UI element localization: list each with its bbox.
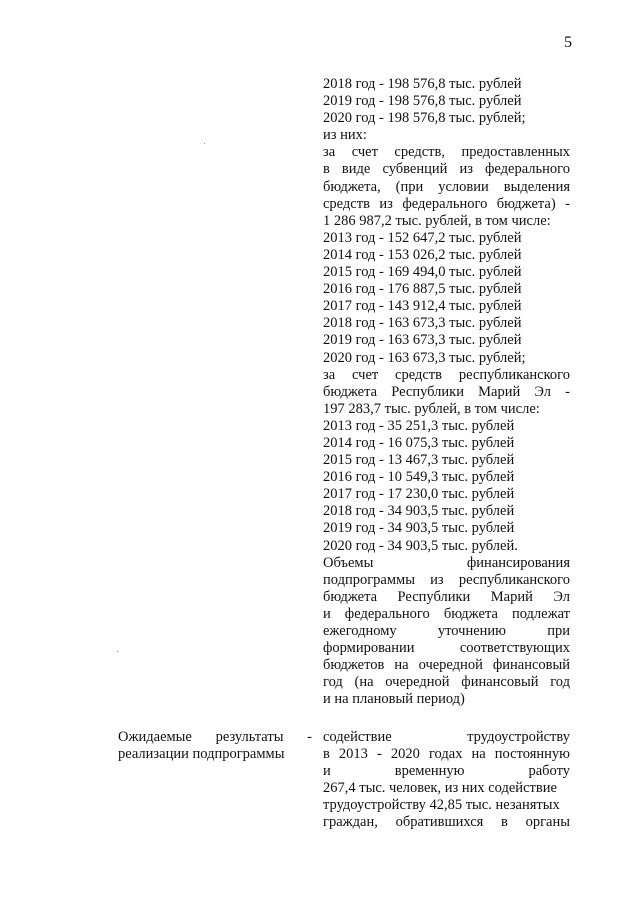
financing-line: из них: [323, 127, 367, 144]
financing-line: бюджета Республики Марий Эл - [323, 383, 570, 400]
financing-line: 2020 год - 163 673,3 тыс. рублей; [323, 349, 526, 366]
financing-line: 2020 год - 198 576,8 тыс. рублей; [323, 110, 526, 127]
expected-results-text [323, 729, 570, 832]
scan-speck [117, 651, 118, 652]
results-line: и временную работу [323, 763, 570, 780]
financing-line: бюджетов на очередной финансовый [323, 657, 570, 674]
financing-line: 2016 год - 10 549,3 тыс. рублей [323, 469, 515, 486]
financing-line: 2014 год - 153 026,2 тыс. рублей [323, 246, 522, 263]
financing-line: подпрограммы из республиканского [323, 571, 570, 588]
financing-line: 2015 год - 169 494,0 тыс. рублей [323, 264, 522, 281]
financing-line: формировании соответствующих [323, 640, 570, 657]
expected-results-label [118, 729, 312, 763]
financing-line: бюджета Республики Марий Эл [323, 588, 570, 605]
financing-line: Объемы финансирования [323, 554, 570, 571]
financing-line: 2016 год - 176 887,5 тыс. рублей [323, 281, 522, 298]
results-line: трудоустройству 42,85 тыс. незанятых [323, 797, 560, 814]
financing-line: ежегодному уточнению при [323, 623, 570, 639]
financing-line: за счет средств республиканского [323, 366, 570, 383]
financing-line: 2013 год - 152 647,2 тыс. рублей [323, 229, 522, 246]
results-line: 267,4 тыс. человек, из них содействие [323, 780, 557, 797]
results-line: граждан, обратившихся в органы [323, 814, 570, 831]
financing-line: 2020 год - 34 903,5 тыс. рублей. [323, 537, 518, 554]
financing-line: год (на очередной финансовый год [323, 674, 570, 691]
financing-line: 2018 год - 34 903,5 тыс. рублей [323, 503, 515, 520]
financing-line: 1 286 987,2 тыс. рублей, в том числе: [323, 212, 551, 229]
results-line: в 2013 - 2020 годах на постоянную [323, 746, 570, 763]
financing-line: 2018 год - 163 673,3 тыс. рублей [323, 315, 522, 332]
page-number: 5 [564, 34, 572, 51]
financing-line: 2017 год - 17 230,0 тыс. рублей [323, 486, 515, 503]
financing-line: 2013 год - 35 251,3 тыс. рублей [323, 417, 515, 434]
financing-line: 2019 год - 34 903,5 тыс. рублей [323, 520, 515, 537]
results-line: содействие трудоустройству [323, 729, 570, 745]
financing-line: 2019 год - 163 673,3 тыс. рублей [323, 332, 522, 349]
financing-volume-text [323, 76, 570, 708]
financing-line: 2018 год - 198 576,8 тыс. рублей [323, 76, 522, 92]
financing-line: 2019 год - 198 576,8 тыс. рублей [323, 93, 522, 110]
financing-line: 2014 год - 16 075,3 тыс. рублей [323, 434, 515, 451]
financing-line: за счет средств, предоставленных [323, 144, 570, 161]
financing-line: средств из федерального бюджета) - [323, 195, 570, 212]
financing-line: 2017 год - 143 912,4 тыс. рублей [323, 298, 522, 315]
financing-line: 197 283,7 тыс. рублей, в том числе: [323, 400, 540, 417]
financing-line: и федерального бюджета подлежат [323, 605, 570, 622]
financing-line: 2015 год - 13 467,3 тыс. рублей [323, 452, 515, 469]
expected-results-label-line: Ожидаемые результаты - [118, 729, 312, 745]
scan-speck [204, 143, 205, 144]
expected-results-label-line: реализации подпрограммы [118, 746, 285, 763]
financing-line: и на плановый период) [323, 691, 465, 708]
financing-line: бюджета, (при условии выделения [323, 178, 570, 195]
financing-line: в виде субвенций из федерального [323, 161, 570, 178]
